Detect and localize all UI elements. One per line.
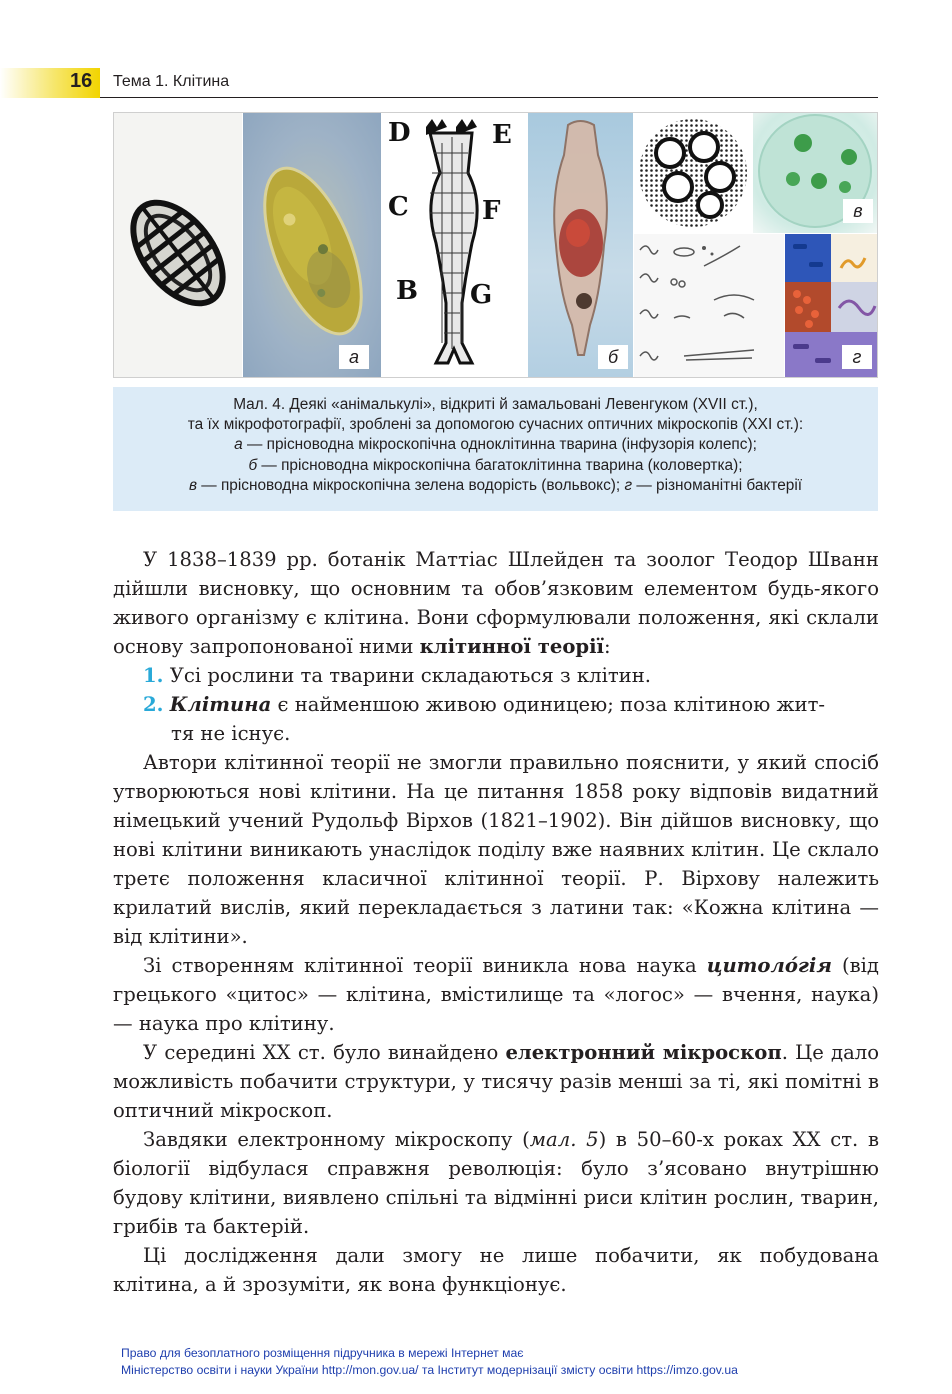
footer-line: Право для безоплатного розміщення підручника в мережі Інтернет має	[121, 1346, 524, 1360]
figure-panel-leeuwenhoek-drawing-g	[634, 234, 784, 377]
paragraph: Ці дослідження дали змогу не лише побачити, як побудована клітина, а й зрозуміти, як вона функціонує.	[113, 1244, 879, 1296]
figure-panel-micrograph-g	[785, 234, 877, 377]
label-b: б	[598, 345, 628, 369]
term-electron-microscope: електронний мікроскоп	[505, 1041, 782, 1064]
list-item-continuation: тя не існує.	[171, 722, 291, 745]
paragraph: Завдяки електронному мікроскопу (мал. 5) в 50–60-х роках XX ст. в біології відбулася справжня революція: було з’ясовано внутрішню будову клітини, виявлено спільні та відмінні риси клітин рослин, тварин, грибів та бактерій.	[113, 1128, 879, 1238]
page-number: 16	[70, 70, 93, 92]
drawing-letter-d: D	[388, 118, 411, 148]
section-title: Тема 1. Клітина	[113, 73, 230, 90]
term-cytology: цитоло́гія	[706, 954, 832, 977]
figure-panel-micrograph-b	[528, 113, 633, 377]
paragraph: Зі створенням клітинної теорії виникла нова наука цитоло́гія (від грецького «цитос» — клітина, вмістилище та «логос» — вчення, наука) — наука про клітину.	[113, 954, 879, 1035]
figure-panel-leeuwenhoek-drawing-v	[634, 113, 752, 233]
paragraph: У 1838–1839 рр. ботанік Маттіас Шлейден та зоолог Теодор Шванн дійшли висновку, що основним та обов’язковим елементом будь-якого живого організму є клітина. Вони сформулювали положення, які склали основу запропонованої ними клітинної теорії:	[113, 548, 879, 658]
drawing-letter-f: F	[482, 196, 501, 226]
caption-line: та їх мікрофотографії, зроблені за допомогою сучасних оптичних мікроскопів (XXI ст.):	[187, 416, 804, 434]
drawing-letter-c: C	[388, 192, 409, 222]
figure-panel-leeuwenhoek-drawing-a	[114, 113, 242, 377]
figure-panel-micrograph-a	[243, 113, 381, 377]
figure-panel-micrograph-v	[753, 113, 877, 233]
paragraph: Автори клітинної теорії не змогли правильно пояснити, у який спосіб утворюються нові клітини. На це питання 1858 року відповів видатний німецький учений Рудольф Вірхов (1821–1902). Він дійшов висновку, що нові клітини виникають унаслідок поділу вже наявних клітин. Це склало третє положення класичної клітинної теорії. Р. Вірхову належить крилатий вислів, який перекладається з латини так: «Кожна клітина — від клітини».	[113, 751, 879, 948]
figure-caption	[113, 387, 878, 511]
caption-line: в — прісноводна мікроскопічна зелена водорість (вольвокс); г — різноманітні бактерії	[188, 476, 803, 494]
drawing-letter-b: B	[396, 276, 418, 306]
caption-line: Мал. 4. Деякі «анімалькулі», відкриті й замальовані Левенгуком (XVII ст.),	[233, 396, 758, 413]
caption-line: б — прісноводна мікроскопічна багатоклітинна тварина (коловертка);	[248, 456, 743, 474]
footer-line: Міністерство освіти і науки України http://mon.gov.ua/ та Інститут модернізації змісту освіти https://imzo.gov.ua	[121, 1363, 738, 1377]
paragraph: У середині XX ст. було винайдено електронний мікроскоп. Це дало можливість побачити структури, у тисячу разів менші за ті, які помітні в оптичний мікроскоп.	[113, 1041, 879, 1122]
label-v: в	[843, 199, 873, 223]
label-a: а	[339, 345, 369, 369]
figure-panel-leeuwenhoek-drawing-b	[382, 113, 527, 377]
list-number: 2.	[143, 693, 164, 716]
figure-reference: мал. 5	[529, 1128, 599, 1151]
label-g: г	[842, 345, 872, 369]
list-item: 1. Усі рослини та тварини складаються з клітин.	[143, 664, 652, 687]
header-divider	[100, 97, 878, 98]
list-item: 2. Клітина є найменшою живою одиницею; поза клітиною жит-	[143, 693, 826, 716]
body-text	[113, 545, 879, 1299]
list-number: 1.	[143, 664, 164, 687]
drawing-letter-e: E	[492, 120, 512, 150]
term-cell-theory: клітинної теорії	[419, 635, 604, 658]
term-cell: Клітина	[169, 693, 272, 716]
figure-4	[113, 112, 878, 378]
caption-line: а — прісноводна мікроскопічна одноклітинна тварина (інфузорія колепс);	[234, 436, 757, 454]
drawing-letter-g: G	[470, 280, 493, 310]
copyright-footer	[121, 1345, 738, 1379]
